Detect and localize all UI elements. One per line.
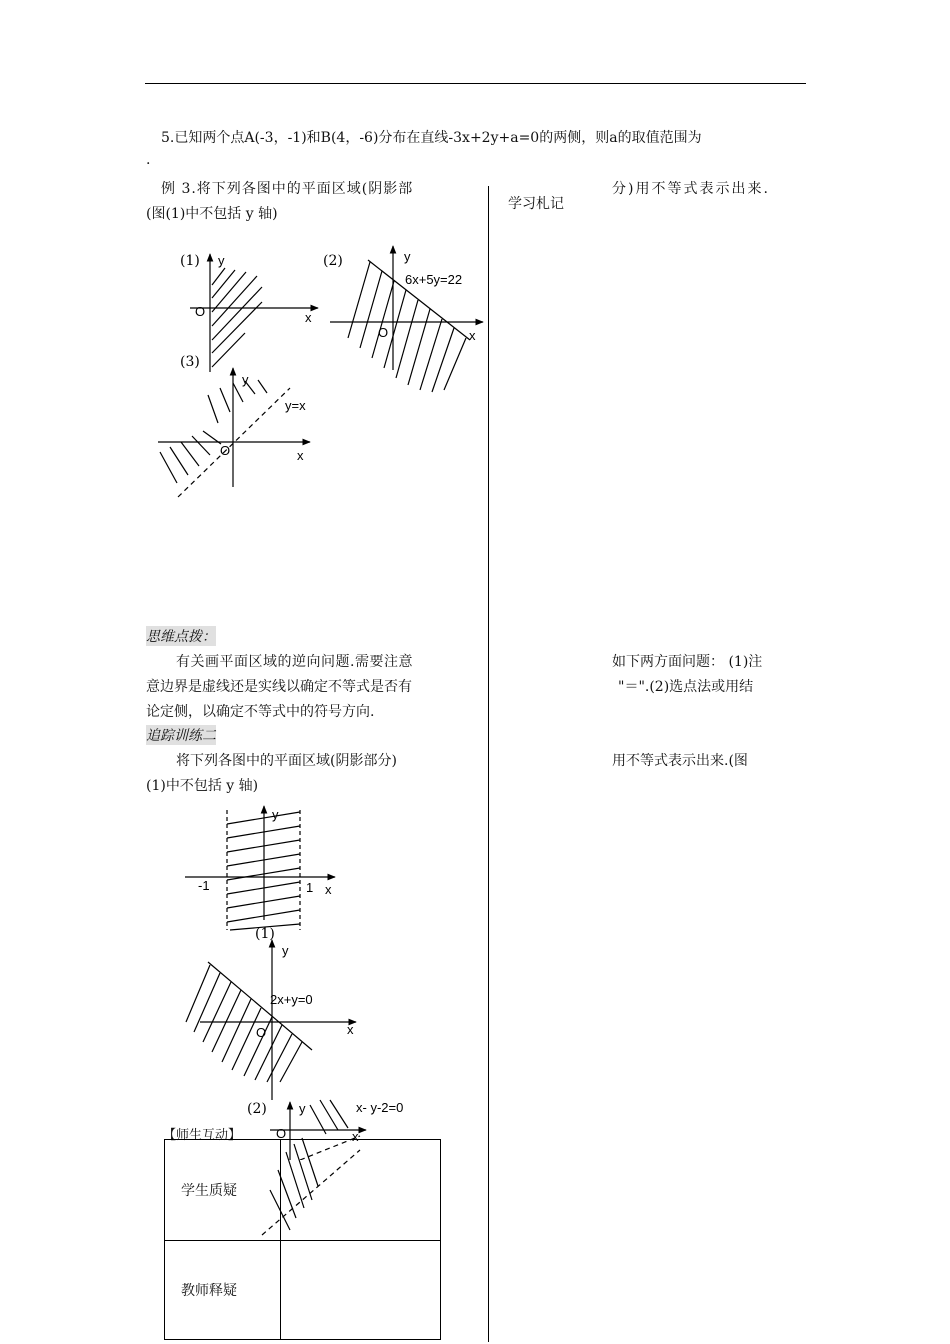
training-line2: (1)中不包括 y 轴): [146, 778, 259, 794]
training-figures: [0, 800, 490, 1160]
student-question-label: 学生质疑: [165, 1140, 281, 1241]
header-rule: [145, 83, 806, 84]
training-figure-3-origin: O: [276, 1126, 287, 1141]
training-figure-2-line-equation: 2x+y=0: [270, 992, 313, 1007]
tips-line3: 论定侧，以确定不等式中的符号方向.: [146, 704, 375, 720]
training-figure-3-x-label: x: [352, 1129, 359, 1144]
training-figure-3-overlay: [250, 1130, 370, 1240]
example-3-line1-right: 分)用不等式表示出来.: [612, 181, 770, 197]
figure-3-line-equation: y=x: [285, 398, 306, 413]
figure-2-label: (2): [323, 253, 343, 269]
figure-2-origin: O: [378, 325, 389, 340]
figure-3-origin: O: [220, 443, 231, 458]
training-figure-1-y-label: y: [272, 807, 279, 822]
tips-line1: 有关画平面区域的逆向问题.需要注意: [176, 654, 413, 670]
training-figure-1-neg-one: -1: [198, 878, 210, 893]
sidebar-notes-label: 学习札记: [508, 196, 564, 212]
interaction-heading: 【师生互动】: [163, 1128, 242, 1143]
tips-line2: 意边界是虚线还是实线以确定不等式是否有: [146, 679, 412, 695]
problem-5-text: 5.已知两个点A(-3，-1)和B(4，-6)分布在直线-3x+2y+a=0的两侧，则a的取值范围为: [161, 130, 702, 146]
figure-3-label: (3): [180, 354, 200, 370]
teacher-answer-label: 教师释疑: [165, 1241, 281, 1340]
figure-1-origin: O: [195, 304, 206, 319]
figure-2-y-label: y: [404, 249, 411, 264]
figure-2-region: [330, 246, 483, 392]
training-line1-right: 用不等式表示出来.(图: [612, 753, 748, 769]
figure-2-x-label: x: [469, 328, 476, 343]
training-figure-2-x-label: x: [347, 1022, 354, 1037]
figure-1-y-label: y: [218, 253, 225, 268]
tips-line2-right: "＝".(2)选点法或用结: [618, 679, 754, 695]
example-figures: [0, 240, 490, 540]
training-figure-3-y-label: y: [299, 1101, 306, 1116]
training-figure-1-x-label: x: [325, 882, 332, 897]
figure-1-region: [190, 254, 318, 372]
figure-2-line-equation: 6x+5y=22: [405, 272, 463, 287]
problem-5-answer-blank: .: [146, 152, 151, 168]
training-line1: 将下列各图中的平面区域(阴影部分): [176, 753, 397, 769]
teacher-answer-cell[interactable]: [281, 1241, 441, 1340]
training-heading: 追踪训练二: [146, 725, 216, 745]
example-3-line2: (图(1)中不包括 y 轴): [146, 206, 278, 222]
figure-3-y-label: y: [242, 372, 249, 387]
training-figure-1-pos-one: 1: [306, 880, 314, 895]
training-figure-2-origin: O: [256, 1025, 267, 1040]
figure-3-x-label: x: [297, 448, 304, 463]
training-figure-2-region: [186, 940, 356, 1100]
example-3-line1: 例 3.将下列各图中的平面区域(阴影部: [161, 181, 414, 197]
training-figure-1-region: [185, 806, 335, 930]
figure-1-x-label: x: [305, 310, 312, 325]
training-figure-2-label: (2): [247, 1101, 267, 1117]
training-figure-3-line-equation: x- y-2=0: [356, 1100, 404, 1115]
training-figure-2-y-label: y: [282, 943, 289, 958]
figure-3-region: [158, 368, 310, 497]
figure-1-label: (1): [180, 253, 200, 269]
training-figure-1-label: (1): [255, 926, 275, 942]
table-row: [165, 1241, 441, 1340]
tips-line1-right: 如下两方面问题： (1)注: [612, 654, 763, 670]
tips-heading: 思维点拨：: [146, 626, 216, 646]
